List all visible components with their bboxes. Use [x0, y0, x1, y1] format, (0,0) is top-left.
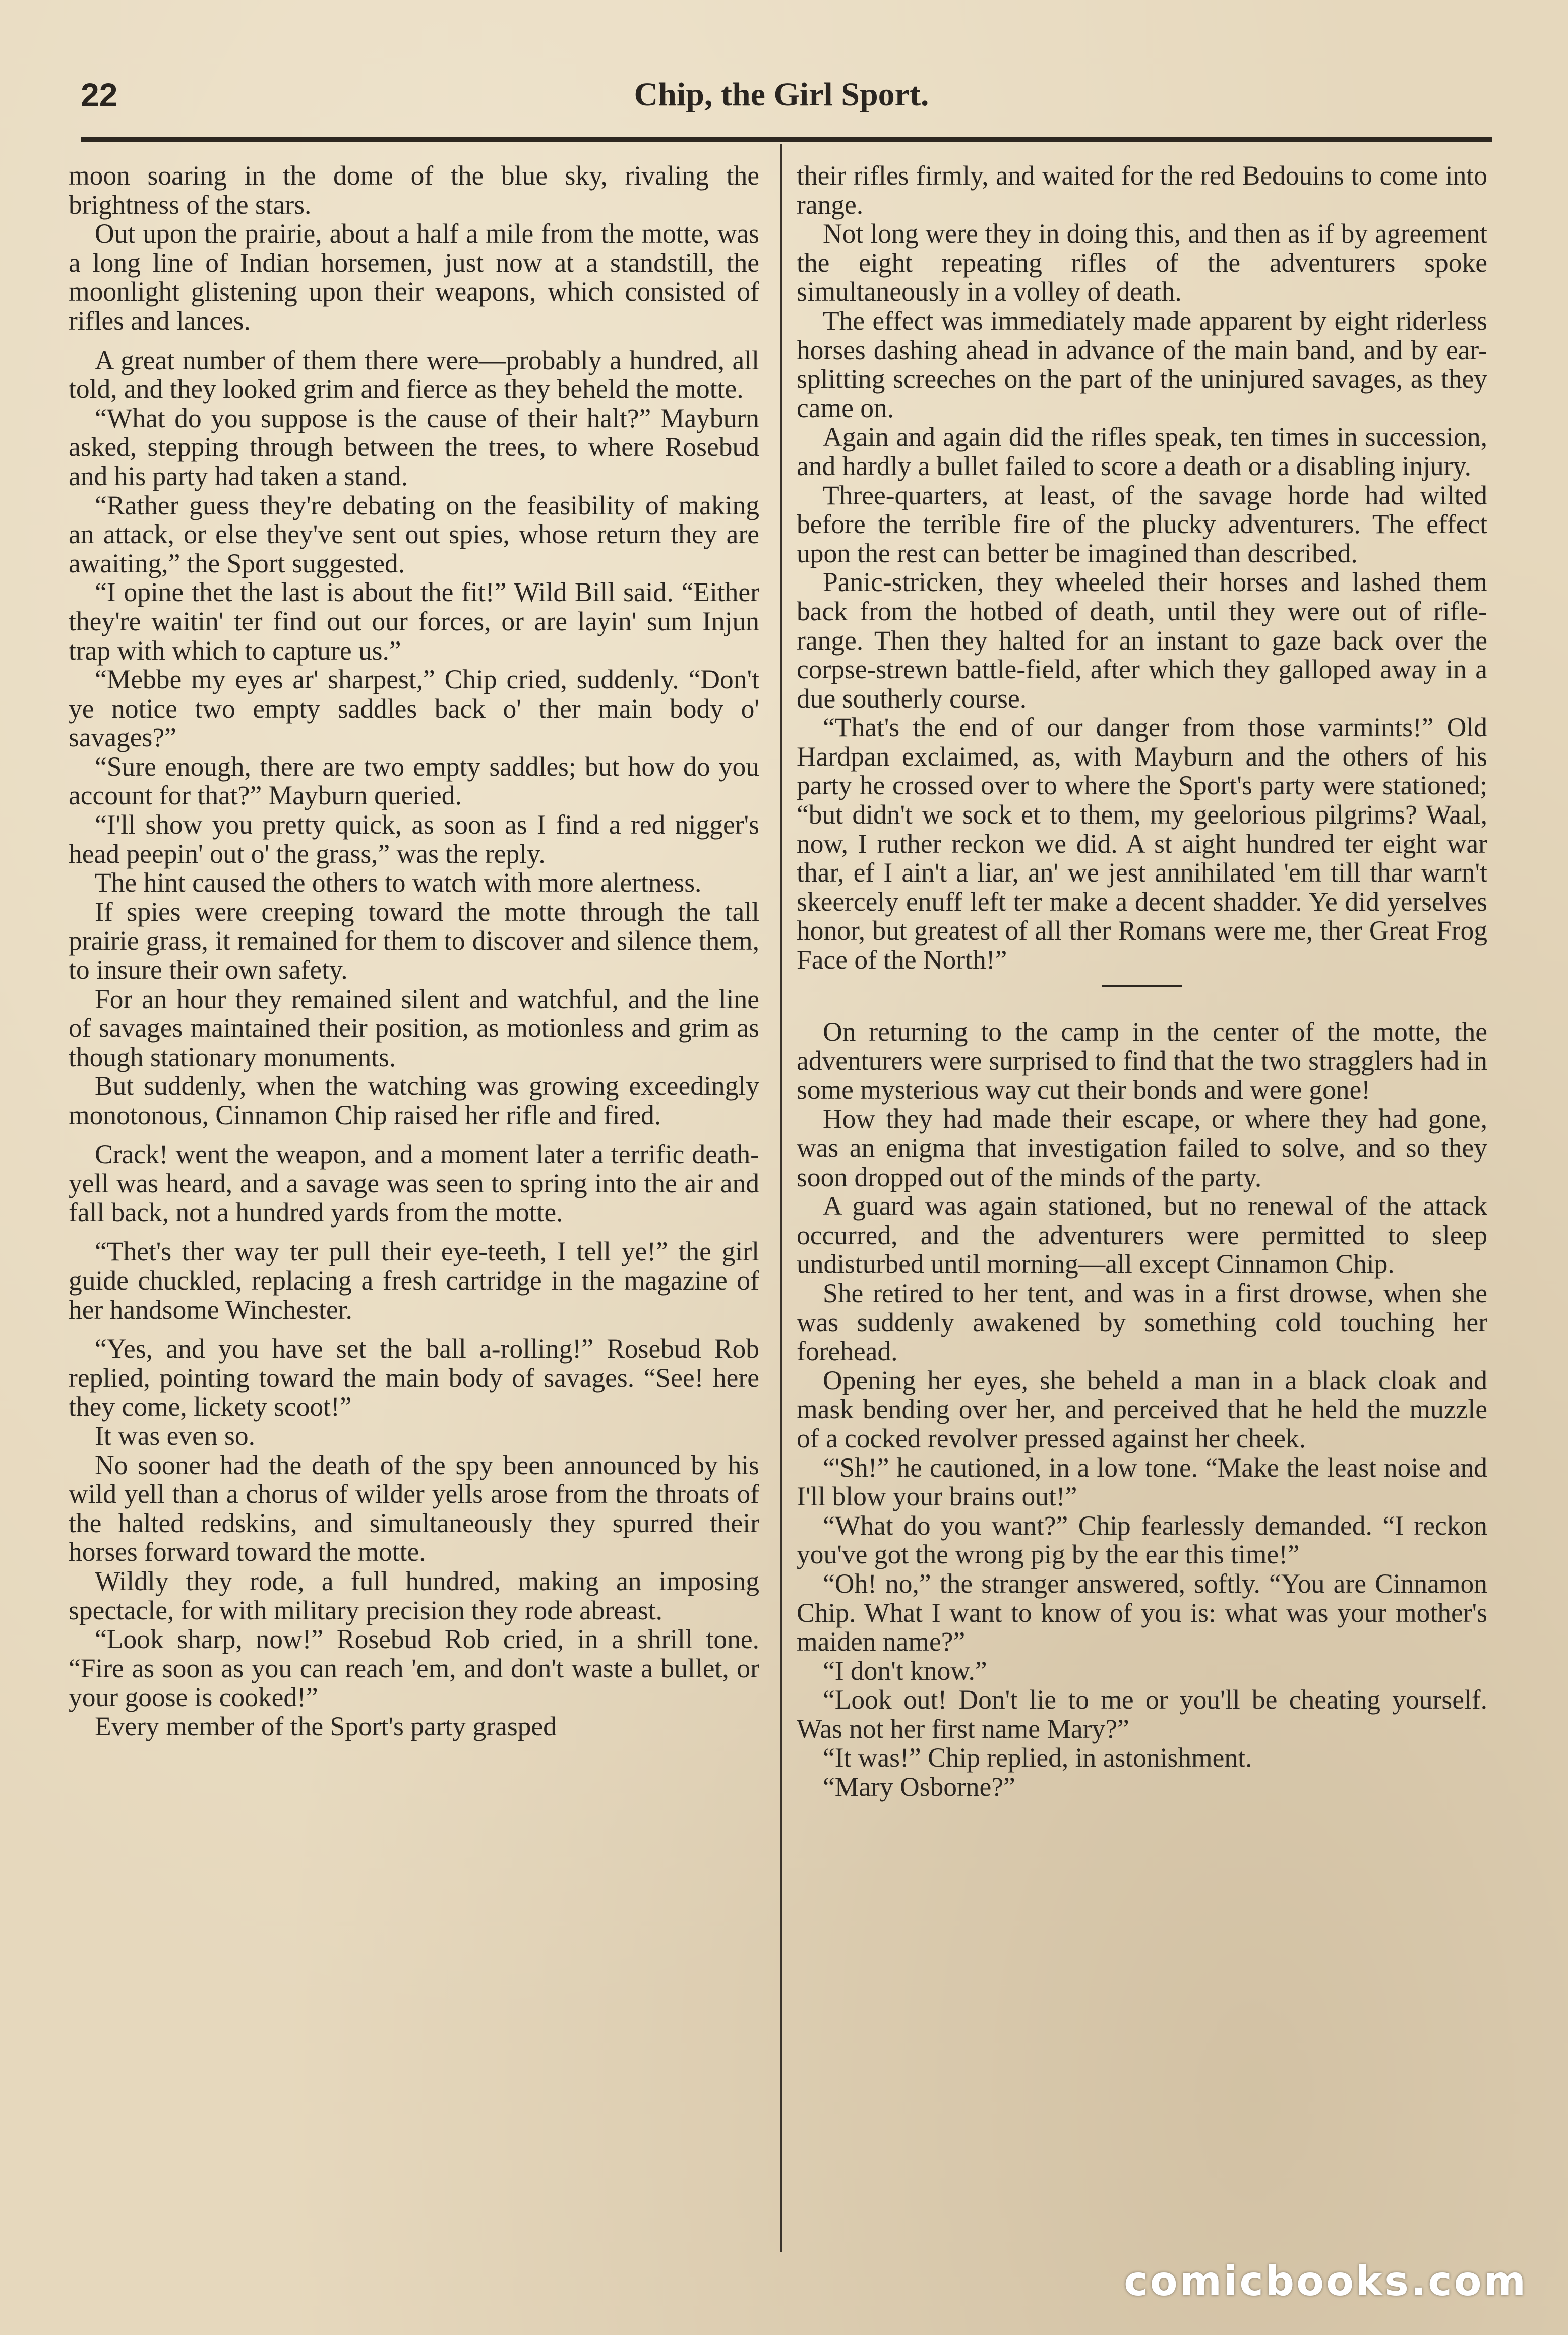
paragraph: Not long were they in doing this, and then as if by agreement the eight repeating rifles of the adventurers spoke simultaneously in a volley of death.: [797, 218, 1487, 307]
paragraph: “Oh! no,” the stranger answered, softly. “You are Cinnamon Chip. What I want to know of you is: what was your mother's maiden name?”: [797, 1568, 1487, 1657]
header-rule: [81, 137, 1492, 142]
paragraph: “I don't know.”: [823, 1655, 987, 1686]
paragraph: “What do you suppose is the cause of their halt?” Mayburn asked, stepping through between the trees, to where Rosebud and his party had taken a stand.: [69, 402, 759, 491]
paragraph: “Thet's ther way ter pull their eye-teeth, I tell ye!” the girl guide chuckled, replacing a fresh cartridge in the magazine of her handsome Winchester.: [69, 1236, 759, 1325]
left-column: [69, 161, 759, 1741]
paragraph: “Look sharp, now!” Rosebud Rob cried, in a shrill tone. “Fire as soon as you can reach 'em, and don't waste a bullet, or your goose is cooked!”: [69, 1624, 759, 1713]
paragraph: A guard was again stationed, but no renewal of the attack occurred, and the adventurers were permitted to sleep undisturbed until morning—all except Cinnamon Chip.: [797, 1191, 1487, 1279]
paragraph: their rifles firmly, and waited for the red Bedouins to come into range.: [797, 160, 1487, 220]
paragraph: “Rather guess they're debating on the feasibility of making an attack, or else they've sent out spies, whose return they are awaiting,” the Sport suggested.: [69, 490, 759, 578]
paragraph: “'Sh!” he cautioned, in a low tone. “Make the least noise and I'll blow your brains out!”: [797, 1452, 1487, 1512]
paragraph: “Yes, and you have set the ball a-rolling!” Rosebud Rob replied, pointing toward the main body of savages. “See! here they come, lickety scoot!”: [69, 1333, 759, 1422]
paragraph: “Mary Osborne?”: [823, 1772, 1015, 1802]
paragraph: “Sure enough, there are two empty saddles; but how do you account for that?” Mayburn queried.: [69, 751, 759, 811]
paragraph: How they had made their escape, or where they had gone, was an enigma that investigation failed to solve, and so they soon dropped out of the minds of the party.: [797, 1103, 1487, 1192]
paragraph: Every member of the Sport's party grasped: [95, 1711, 557, 1741]
paragraph: Again and again did the rifles speak, ten times in succession, and hardly a bullet failed to score a death or a disabling injury.: [797, 422, 1487, 481]
paragraph: On returning to the camp in the center of the motte, the adventurers were surprised to find that the two stragglers had in some mysterious way cut their bonds and were gone!: [797, 1016, 1487, 1105]
paragraph: The hint caused the others to watch with more alertness.: [95, 867, 702, 898]
watermark: comicbooks.com: [1124, 2258, 1528, 2305]
paragraph: “It was!” Chip replied, in astonishment.: [823, 1742, 1252, 1773]
page-number: 22: [81, 76, 118, 113]
paragraph: No sooner had the death of the spy been announced by his wild yell than a chorus of wilder yells arose from the throats of the halted redskins, and simultaneously they spurred their horses forward toward the motte.: [69, 1449, 759, 1567]
paragraph: “Look out! Don't lie to me or you'll be cheating yourself. Was not her first name Mary?”: [797, 1684, 1487, 1744]
paragraph: “That's the end of our danger from those varmints!” Old Hardpan exclaimed, as, with Mayburn and the others of his party he crossed over to where the Sport's party were stationed; “but didn't we sock et to them, my geelorious pilgrims? Waal, now, I ruther reckon we did. A st aight hundred ter eight war thar, ef I ain't a liar, an' we jest annihilated 'em till thar warn't skeercely enuff left ter make a decent shadder. Ye did yerselves honor, but greatest of all ther Romans were me, ther Great Frog Face of the North!”: [797, 712, 1487, 975]
paragraph: If spies were creeping toward the motte through the tall prairie grass, it remained for them to discover and silence them, to insure their own safety.: [69, 896, 759, 985]
paragraph: But suddenly, when the watching was growing exceedingly monotonous, Cinnamon Chip raised her rifle and fired.: [69, 1071, 759, 1130]
paragraph: She retired to her tent, and was in a first drowse, when she was suddenly awakened by something cold touching her forehead.: [797, 1277, 1487, 1367]
paragraph: It was even so.: [95, 1420, 255, 1451]
paragraph: “I opine thet the last is about the fit!” Wild Bill said. “Either they're waitin' ter find out our forces, or are layin' sum Injun trap with which to capture us.”: [69, 577, 759, 666]
section-break-rule: [1102, 985, 1182, 987]
page-header: [76, 76, 1487, 121]
paragraph: Three-quarters, at least, of the savage horde had wilted before the terrible fire of the plucky adventurers. The effect upon the rest can better be imagined than described.: [797, 480, 1487, 568]
paragraph: Panic-stricken, they wheeled their horses and lashed them back from the hotbed of death, until they were out of rifle-range. Then they halted for an instant to gaze back over the corpse-strewn battle-field, after which they galloped away in a due southerly course.: [797, 567, 1487, 714]
paragraph: “What do you want?” Chip fearlessly demanded. “I reckon you've got the wrong pig by the ear this time!”: [797, 1510, 1487, 1570]
paragraph: A great number of them there were—probably a hundred, all told, and they looked grim and fierce as they beheld the motte.: [69, 344, 759, 404]
running-title: Chip, the Girl Sport.: [634, 76, 929, 113]
paragraph: For an hour they remained silent and watchful, and the line of savages maintained their position, as motionless and grim as though stationary monuments.: [69, 983, 759, 1072]
paragraph: “Mebbe my eyes ar' sharpest,” Chip cried, suddenly. “Don't ye notice two empty saddles back o' ther main body o' savages?”: [69, 664, 759, 753]
paragraph: Out upon the prairie, about a half a mile from the motte, was a long line of Indian horsemen, just now at a standstill, the moonlight glistening upon their weapons, which consisted of rifles and lances.: [69, 218, 759, 336]
column-divider: [780, 144, 782, 2252]
paragraph: Crack! went the weapon, and a moment later a terrific death-yell was heard, and a savage was seen to spring into the air and fall back, not a hundred yards from the motte.: [69, 1139, 759, 1228]
paragraph: moon soaring in the dome of the blue sky, rivaling the brightness of the stars.: [69, 160, 759, 220]
paragraph: “I'll show you pretty quick, as soon as I find a red nigger's head peepin' out o' the grass,” was the reply.: [69, 809, 759, 869]
right-column: [797, 161, 1487, 1802]
paragraph: The effect was immediately made apparent by eight riderless horses dashing ahead in advance of the main band, and by ear-splitting screeches on the part of the uninjured savages, as they came on.: [797, 305, 1487, 423]
paragraph: Opening her eyes, she beheld a man in a black cloak and mask bending over her, and perceived that he held the muzzle of a cocked revolver pressed against her cheek.: [797, 1365, 1487, 1453]
paragraph: Wildly they rode, a full hundred, making an imposing spectacle, for with military precision they rode abreast.: [69, 1565, 759, 1625]
